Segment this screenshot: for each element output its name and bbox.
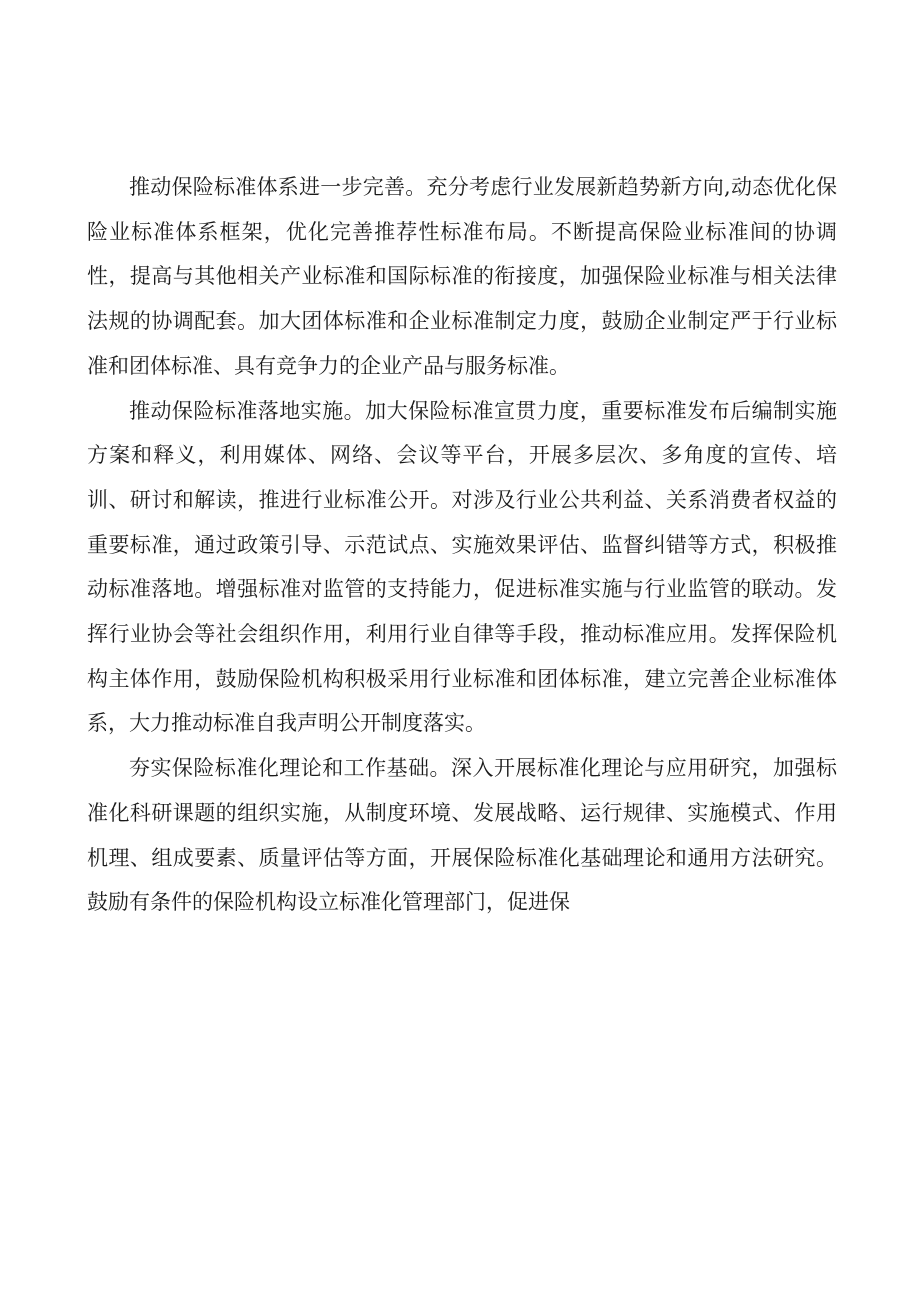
document-body xyxy=(87,165,837,925)
paragraph-standardization-foundation: 夯实保险标准化理论和工作基础。深入开展标准化理论与应用研究，加强标准化科研课题的组织实施，从制度环境、发展战略、运行规律、实施模式、作用机理、组成要素、质量评估等方面，开展保险标准化基础理论和通用方法研究。鼓励有条件的保险机构设立标准化管理部门，促进保 xyxy=(87,756,837,915)
paragraph-standards-implementation: 推动保险标准落地实施。加大保险标准宣贯力度，重要标准发布后编制实施方案和释义，利用媒体、网络、会议等平台，开展多层次、多角度的宣传、培训、研讨和解读，推进行业标准公开。对涉及行业公共利益、关系消费者权益的重要标准，通过政策引导、示范试点、实施效果评估、监督纠错等方式，积极推动标准落地。增强标准对监管的支持能力，促进标准实施与行业监管的联动。发挥行业协会等社会组织作用，利用行业自律等手段，推动标准应用。发挥保险机构主体作用，鼓励保险机构积极采用行业标准和团体标准，建立完善企业标准体系，大力推动标准自我声明公开制度落实。 xyxy=(87,398,837,736)
paragraph-standards-system: 推动保险标准体系进一步完善。充分考虑行业发展新趋势新方向,动态优化保险业标准体系框架，优化完善推荐性标准布局。不断提高保险业标准间的协调性，提高与其他相关产业标准和国际标准的衔接度，加强保险业标准与相关法律法规的协调配套。加大团体标准和企业标准制定力度，鼓励企业制定严于行业标准和团体标准、具有竞争力的企业产品与服务标准。 xyxy=(87,175,837,378)
